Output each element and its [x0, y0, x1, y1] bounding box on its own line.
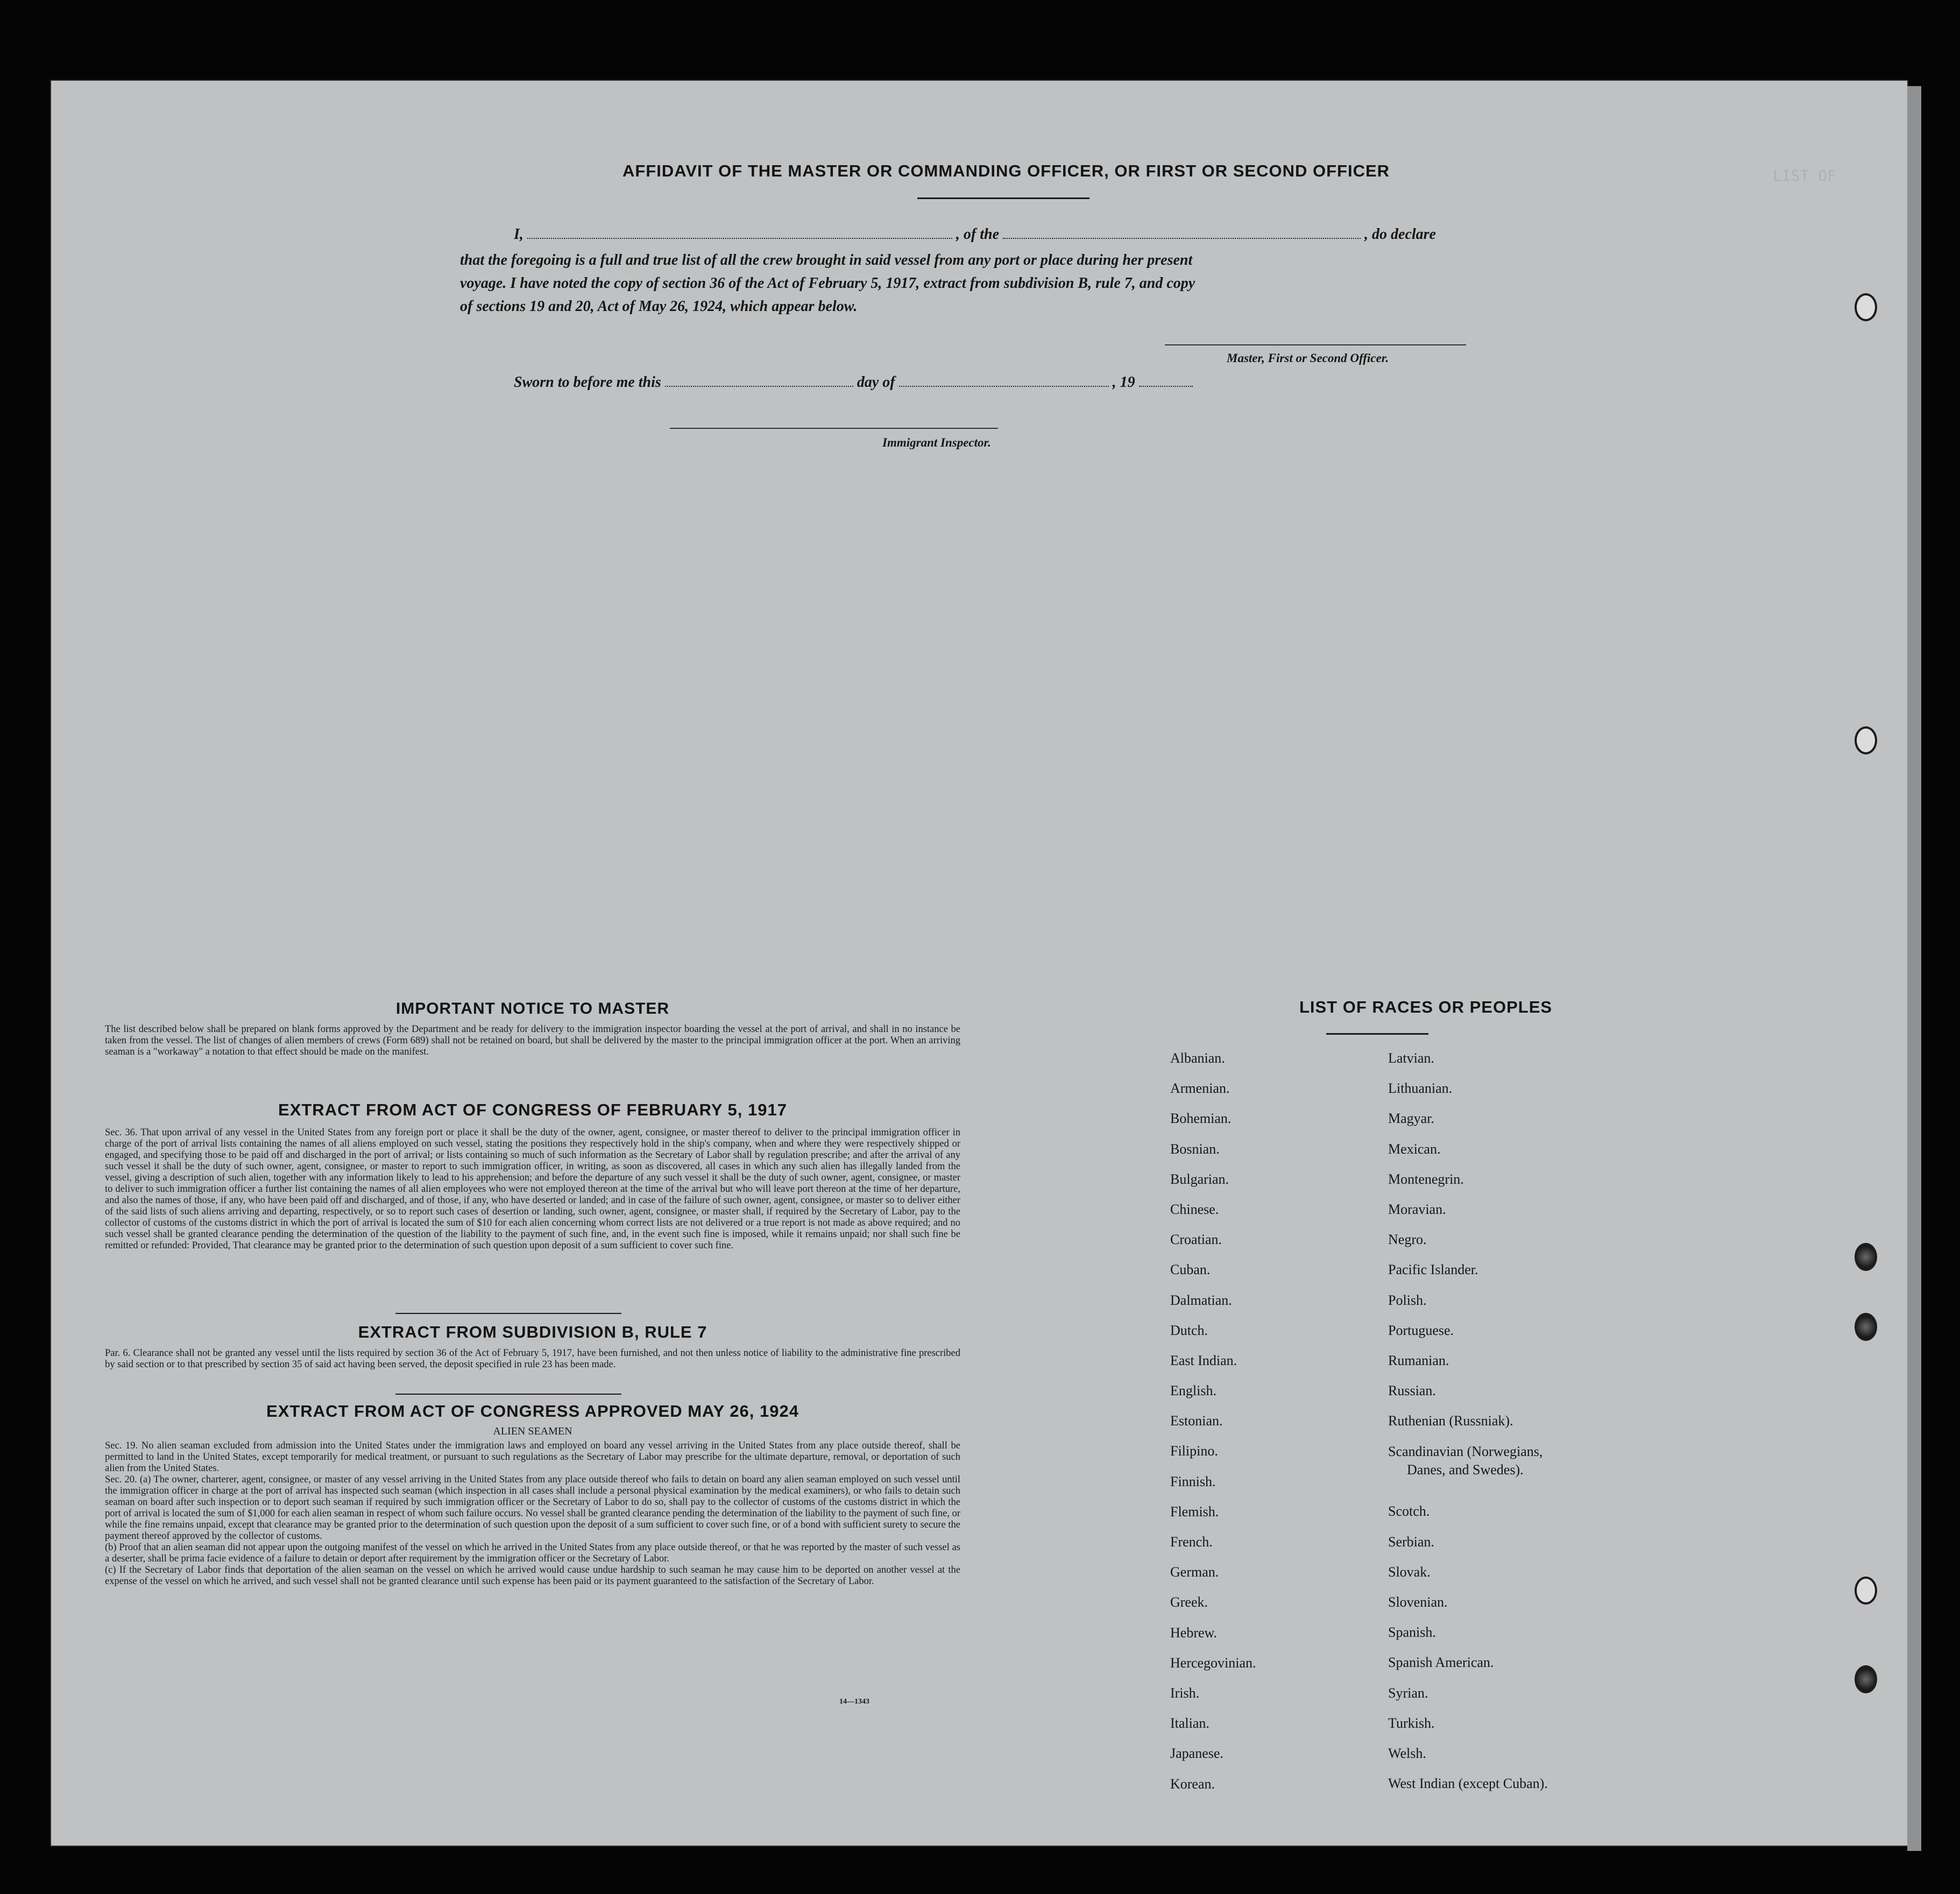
- race-item: Chinese.: [1170, 1201, 1219, 1217]
- affidavit-line-3: voyage. I have noted the copy of section 36 of the Act of February 5, 1917, extract from subdivision B, rule 7, and copy: [460, 275, 1195, 292]
- sworn-line: [514, 374, 1193, 391]
- master-signature-label: Master, First or Second Officer.: [1227, 351, 1389, 365]
- race-item: Slovak.: [1388, 1564, 1431, 1580]
- race-item: Latvian.: [1388, 1050, 1434, 1066]
- race-item: Hercegovinian.: [1170, 1655, 1256, 1671]
- affidavit-title-rule: [917, 197, 1089, 199]
- race-item: Portuguese.: [1388, 1322, 1454, 1338]
- race-item: Filipino.: [1170, 1443, 1218, 1459]
- race-item: Turkish.: [1388, 1715, 1435, 1731]
- do-declare-label: , do declare: [1364, 226, 1436, 243]
- form-number: 14—1343: [839, 1698, 869, 1706]
- sworn-label: Sworn to before me this: [514, 374, 661, 391]
- divider-1: [395, 1313, 621, 1314]
- race-item: Bulgarian.: [1170, 1171, 1229, 1187]
- race-item: Bohemian.: [1170, 1111, 1232, 1127]
- bleed-through: LIST OF: [1773, 167, 1837, 185]
- race-item: Danes, and Swedes).: [1407, 1462, 1524, 1478]
- sec-20a: Sec. 20. (a) The owner, charterer, agent, consignee, or master of any vessel arriving in the United States from any place outside thereof who fails to detain on board any alien seaman employed on such vessel until the immigration officer in charge at the port of arrival has inspected such seaman (which inspection in all cases shall include a personal physical examination by the medical examiners), or who fails to detain such seaman on board after such inspection or to deport such seaman if required by such immigration officer or the Secretary of Labor to do so, shall pay to the collector of customs of the customs district in which the port of arrival is located the sum of $1,000 for each alien seaman in respect of whom such failure occurs. No vessel shall be granted clearance pending the determination of the liability to the payment of such fine, or while the fine remains unpaid, except that clearance may be granted prior to the determination of such question upon the deposit of a sum sufficient to cover such fine, or of a bond with sufficient surety to secure the payment thereof approved by the collector of customs.: [105, 1474, 960, 1542]
- race-item: Armenian.: [1170, 1080, 1230, 1097]
- divider-2: [395, 1394, 621, 1395]
- extract-1917-title: EXTRACT FROM ACT OF CONGRESS OF FEBRUARY 5, 1917: [278, 1100, 787, 1119]
- extract-rule7-body: Par. 6. Clearance shall not be granted any vessel until the lists required by section 36 of the Act of February 5, 1917, have been furnished, and not then unless notice of liability to the administrative fine prescribed by said section or to that prescribed by section 35 of said act having been served, the deposit specified in rule 23 has been made.: [105, 1348, 960, 1370]
- sec-19: Sec. 19. No alien seaman excluded from admission into the United States under the immigration laws and employed on board any vessel arriving in the United States from any place outside thereof, shall be permitted to land in the United States, except temporarily for medical treatment, or pursuant to such regulations as the Secretary of Labor may prescribe for the ultimate departure, removal, or deportation of such alien from the United States.: [105, 1440, 960, 1474]
- extract-1924-body: [105, 1440, 960, 1587]
- affidavit-declaration-line: [514, 226, 1552, 243]
- extract-1924-title: EXTRACT FROM ACT OF CONGRESS APPROVED MAY 26, 1924: [266, 1402, 799, 1420]
- race-item: French.: [1170, 1534, 1213, 1550]
- race-item: Estonian.: [1170, 1413, 1223, 1429]
- race-item: Serbian.: [1388, 1533, 1434, 1550]
- races-column-2: [1388, 1043, 1548, 1799]
- race-item: Ruthenian (Russniak).: [1388, 1413, 1513, 1429]
- vessel-name-blank[interactable]: [1003, 238, 1361, 239]
- race-item: Moravian.: [1388, 1201, 1446, 1217]
- races-title: LIST OF RACES OR PEOPLES: [1299, 998, 1553, 1016]
- sec-20b: (b) Proof that an alien seaman did not appear upon the outgoing manifest of the vessel on which he arrived in the United States from any place outside thereof, or that he was reported by the master of such vessel as a deserter, shall be prima facie evidence of a failure to detain or deport after requirement by the immigration officer or the Secretary of Labor.: [105, 1542, 960, 1564]
- sworn-year-blank[interactable]: [1139, 386, 1193, 387]
- affidavit-line-4: of sections 19 and 20, Act of May 26, 1924, which appear below.: [460, 298, 858, 315]
- sworn-day-blank[interactable]: [665, 386, 853, 387]
- race-item: German.: [1170, 1564, 1219, 1580]
- punch-hole-icon: [1855, 1665, 1877, 1693]
- race-item: Magyar.: [1388, 1111, 1434, 1127]
- punch-hole-icon: [1855, 1243, 1877, 1271]
- notice-title: IMPORTANT NOTICE TO MASTER: [395, 1000, 670, 1017]
- year-prefix: , 19: [1112, 374, 1135, 391]
- race-item: Flemish.: [1170, 1503, 1219, 1520]
- extract-1917-body: Sec. 36. That upon arrival of any vessel in the United States from any foreign port or place it shall be the duty of the owner, agent, consignee, or master thereof to deliver to the principal immigration officer in charge of the port of arrival lists containing the names of all aliens employed on such vessel, stating the positions they respectively hold in the ship's company, when and where they were respectively shipped or engaged, and specifying those to be paid off and discharged in the port of arrival; or lists containing so much of such information as the Secretary of Labor shall by regulation prescribe; and after the arrival of any such vessel it shall be the duty of such owner, agent, consignee, or master to report to such immigration officer, in writing, as soon as discovered, all cases in which any such alien has illegally landed from the vessel, giving a description of such alien, together with any information likely to lead to his apprehension; and before the departure of any such vessel it shall be the duty of such owner, agent, consignee, or master to deliver to such immigration officer a further list containing the names of all alien employees who were not employed thereon at the time of the arrival but who will leave port thereon at the time of her departure, and also the names of those, if any, who have been paid off and discharged, and of those, if any, who have deserted or landed; and in case of the failure of such owner, agent, consignee, or master so to deliver either of the said lists of such aliens arriving and departing, respectively, or so to report such cases of desertion or landing, such owner, agent, consignee, or master shall, if required by the Secretary of Labor, pay to the collector of customs of the customs district in which the port of arrival is located the sum of $10 for each alien concerning whom correct lists are not delivered or a true report is not made as above required; and no such vessel shall be granted clearance pending the determination of the question of the liability to the payment of such fine, and, in the event such fine is imposed, while it remains unpaid; nor shall such fine be remitted or refunded: Provided, That clearance may be granted prior to the determination of such question upon deposit of a sum sufficient to cover such fine.: [105, 1127, 960, 1251]
- race-item: Bosnian.: [1170, 1141, 1220, 1157]
- race-item: Japanese.: [1170, 1745, 1223, 1762]
- affidavit-line-2: that the foregoing is a full and true list of all the crew brought in said vessel from any port or place during her present: [460, 252, 1193, 268]
- punch-hole-icon: [1855, 726, 1877, 754]
- race-item: Welsh.: [1388, 1745, 1426, 1761]
- race-item: Croatian.: [1170, 1232, 1222, 1248]
- races-title-rule: [1326, 1033, 1428, 1035]
- race-item: Cuban.: [1170, 1262, 1211, 1278]
- race-item: Albanian.: [1170, 1050, 1225, 1066]
- race-item: Rumanian.: [1388, 1352, 1449, 1368]
- of-the-label: , of the: [956, 226, 1000, 243]
- punch-hole-icon: [1855, 293, 1877, 321]
- document-sheet: [51, 81, 1907, 1846]
- punch-hole-icon: [1855, 1577, 1877, 1605]
- affidavit-title: AFFIDAVIT OF THE MASTER OR COMMANDING OFFICER, OR FIRST OR SECOND OFFICER: [622, 161, 1390, 180]
- race-item: Hebrew.: [1170, 1624, 1218, 1641]
- master-signature-line[interactable]: [1165, 344, 1466, 345]
- master-name-blank[interactable]: [527, 238, 952, 239]
- alien-seamen-subtitle: ALIEN SEAMEN: [493, 1425, 572, 1437]
- race-item: Lithuanian.: [1388, 1080, 1453, 1097]
- race-item: West Indian (except Cuban).: [1388, 1776, 1548, 1792]
- race-item: Spanish American.: [1388, 1655, 1494, 1671]
- race-item: Irish.: [1170, 1685, 1200, 1701]
- race-item: Scandinavian (Norwegians,: [1388, 1444, 1543, 1460]
- race-item: Russian.: [1388, 1383, 1436, 1399]
- race-item: Mexican.: [1388, 1141, 1441, 1157]
- sec-20c: (c) If the Secretary of Labor finds that deportation of the alien seaman on the vessel on which he arrived would cause undue hardship to such seaman he may cause him to be deported on another vessel at the expense of the vessel on which he arrived, and such vessel shall not be granted clearance until such expense has been paid or its payment guaranteed to the satisfaction of the Secretary of Labor.: [105, 1565, 960, 1587]
- race-item: Dutch.: [1170, 1322, 1208, 1338]
- race-item: Montenegrin.: [1388, 1171, 1464, 1187]
- race-item: Finnish.: [1170, 1473, 1216, 1489]
- race-item: English.: [1170, 1383, 1216, 1399]
- race-item: Slovenian.: [1388, 1594, 1448, 1610]
- day-of-label: day of: [857, 374, 895, 391]
- race-item: Pacific Islander.: [1388, 1262, 1478, 1278]
- race-item: Italian.: [1170, 1715, 1209, 1732]
- sworn-month-blank[interactable]: [899, 386, 1109, 387]
- race-item: Polish.: [1388, 1292, 1427, 1308]
- punch-hole-icon: [1855, 1313, 1877, 1341]
- inspector-signature-line[interactable]: [670, 428, 998, 429]
- notice-body: The list described below shall be prepared on blank forms approved by the Department and be ready for delivery to the immigration inspector boarding the vessel at the port of arrival, and shall in no instance be taken from the vessel. The list of changes of alien members of crews (Form 689) shall not be retained on board, but shall be delivered by the master to the principal immigration officer at the port. When an arriving seaman is a "workaway" a notation to that effect should be made on the manifest.: [105, 1024, 960, 1057]
- extract-rule7-title: EXTRACT FROM SUBDIVISION B, RULE 7: [358, 1323, 707, 1341]
- race-item: Korean.: [1170, 1776, 1215, 1792]
- race-item: Spanish.: [1388, 1624, 1436, 1641]
- race-item: Scotch.: [1388, 1503, 1430, 1520]
- race-item: Dalmatian.: [1170, 1292, 1232, 1308]
- race-item: Negro.: [1388, 1232, 1427, 1248]
- race-item: Greek.: [1170, 1594, 1208, 1610]
- race-item: East Indian.: [1170, 1352, 1237, 1368]
- race-item: Syrian.: [1388, 1685, 1428, 1701]
- races-column-1: [1170, 1043, 1256, 1799]
- i-label: I,: [514, 226, 523, 243]
- inspector-label: Immigrant Inspector.: [882, 436, 991, 449]
